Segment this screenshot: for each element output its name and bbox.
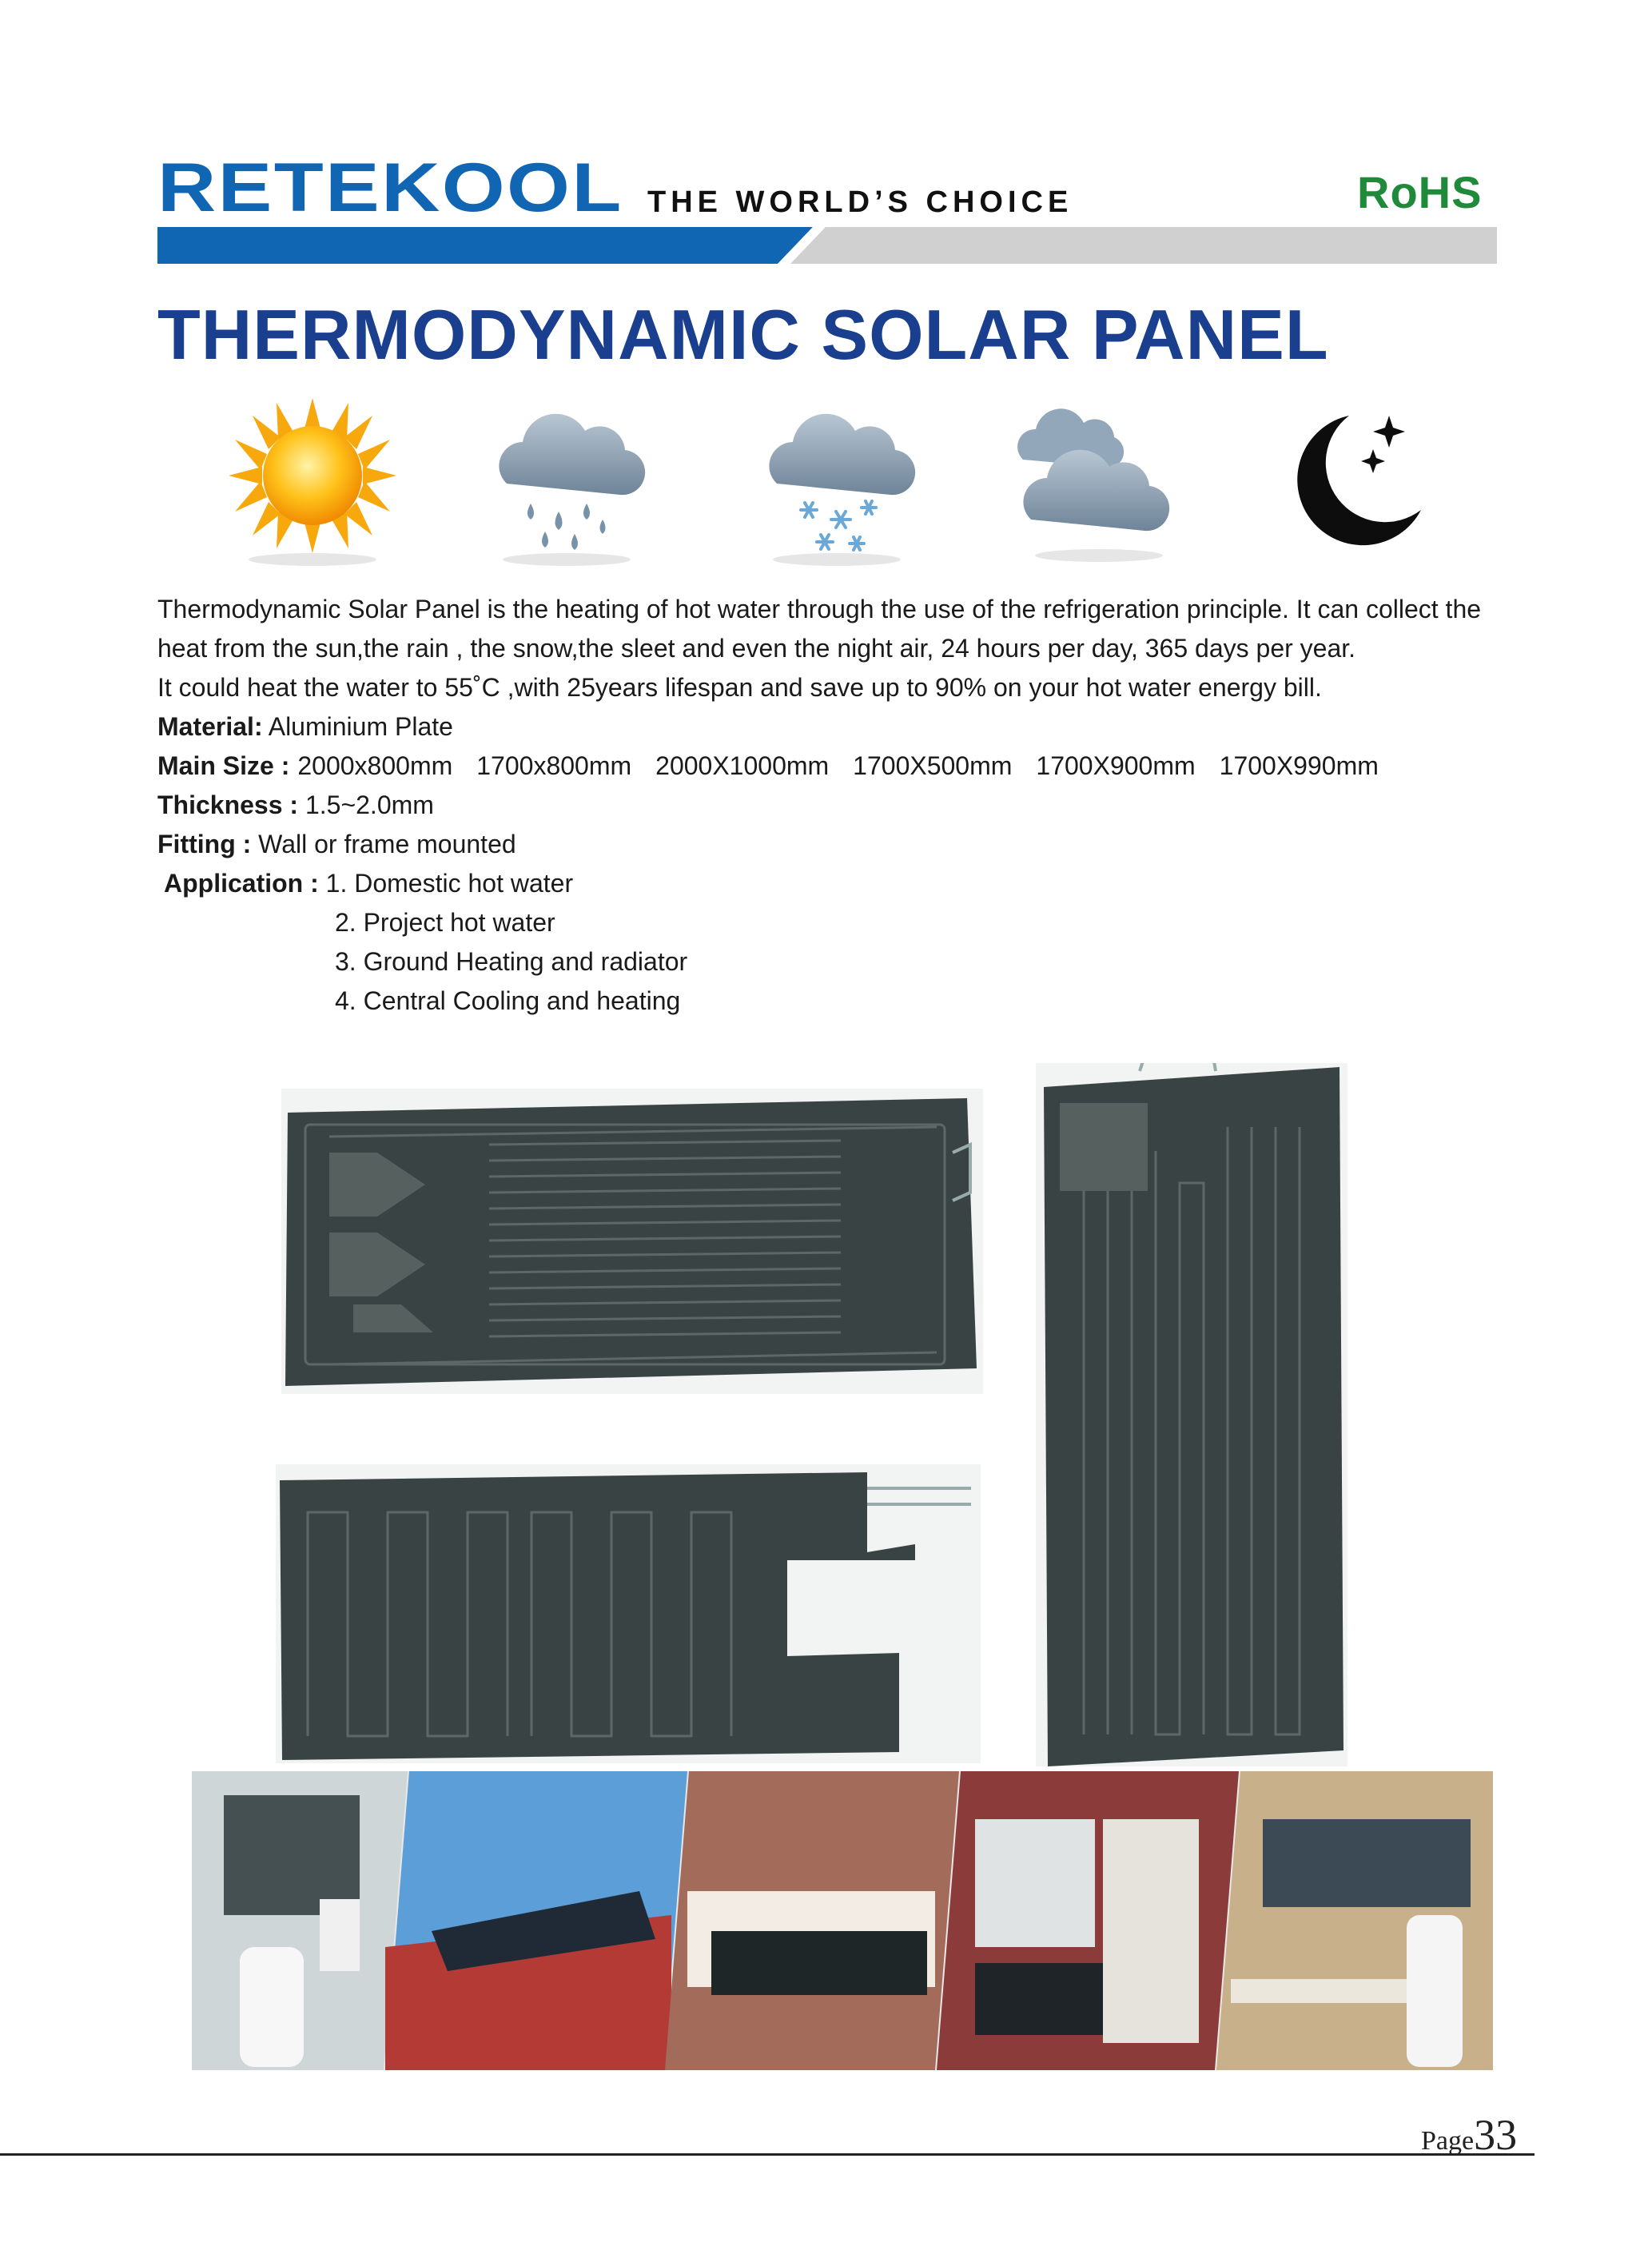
page-title: THERMODYNAMIC SOLAR PANEL [157,295,1329,374]
thickness-label: Thickness : [157,790,299,819]
brand-logo: RETEKOOL [157,149,623,226]
moon-stars-icon [1269,392,1453,575]
rain-cloud-icon [475,392,659,575]
application-item: 2. Project hot water [335,908,555,937]
application-item: 3. Ground Heating and radiator [335,947,688,976]
cloudy-icon [1007,392,1191,575]
application-item: 1. Domestic hot water [325,869,574,898]
thickness-value: 1.5~2.0mm [298,790,434,819]
application-list [157,903,1500,1021]
fitting-row [157,825,1500,864]
size-value: 1700X900mm [1036,751,1196,780]
header-bar [157,227,1497,264]
snow-cloud-icon [745,392,929,575]
sun-icon [221,392,404,575]
footer-rule [0,2153,1535,2156]
page-word: Page [1421,2126,1475,2156]
size-value: 2000x800mm [297,751,453,780]
size-value: 1700X990mm [1219,751,1379,780]
size-value: 2000X1000mm [655,751,830,780]
application-label: Application : [164,869,319,898]
panel-photo-vertical [1036,1063,1347,1766]
panel-photo-shaped [276,1464,981,1763]
description-block [157,590,1500,1021]
rohs-badge: RoHS [1357,167,1483,217]
tagline: THE WORLD’S CHOICE [647,185,1073,219]
fitting-label: Fitting : [157,830,252,858]
intro-paragraph-2: It could heat the water to 55˚C ,with 25years lifespan and save up to 90% on your hot water energy bill. [157,673,1322,702]
material-value: Aluminium Plate [262,712,453,741]
fitting-value: Wall or frame mounted [251,830,516,858]
page-number-value: 33 [1474,2111,1518,2159]
application-row [157,864,1500,903]
page-number [1421,2110,1517,2160]
size-value: 1700x800mm [476,751,632,780]
main-size-row [157,747,1500,786]
intro-paragraph-1: Thermodynamic Solar Panel is the heating of hot water through the use of the refrigeration principle. It can collect the heat from the sun,the rain , the snow,the sleet and even the night air, 24 hours per day, 365 days per year. [157,595,1482,663]
thickness-row [157,786,1500,825]
material-label: Material: [157,712,263,741]
main-size-label: Main Size : [157,751,290,780]
application-item: 4. Central Cooling and heating [335,986,681,1015]
panel-photo-horizontal [281,1089,983,1394]
size-value: 1700X500mm [853,751,1013,780]
material-row [157,707,1500,747]
installation-photos-strip [192,1771,1493,2070]
